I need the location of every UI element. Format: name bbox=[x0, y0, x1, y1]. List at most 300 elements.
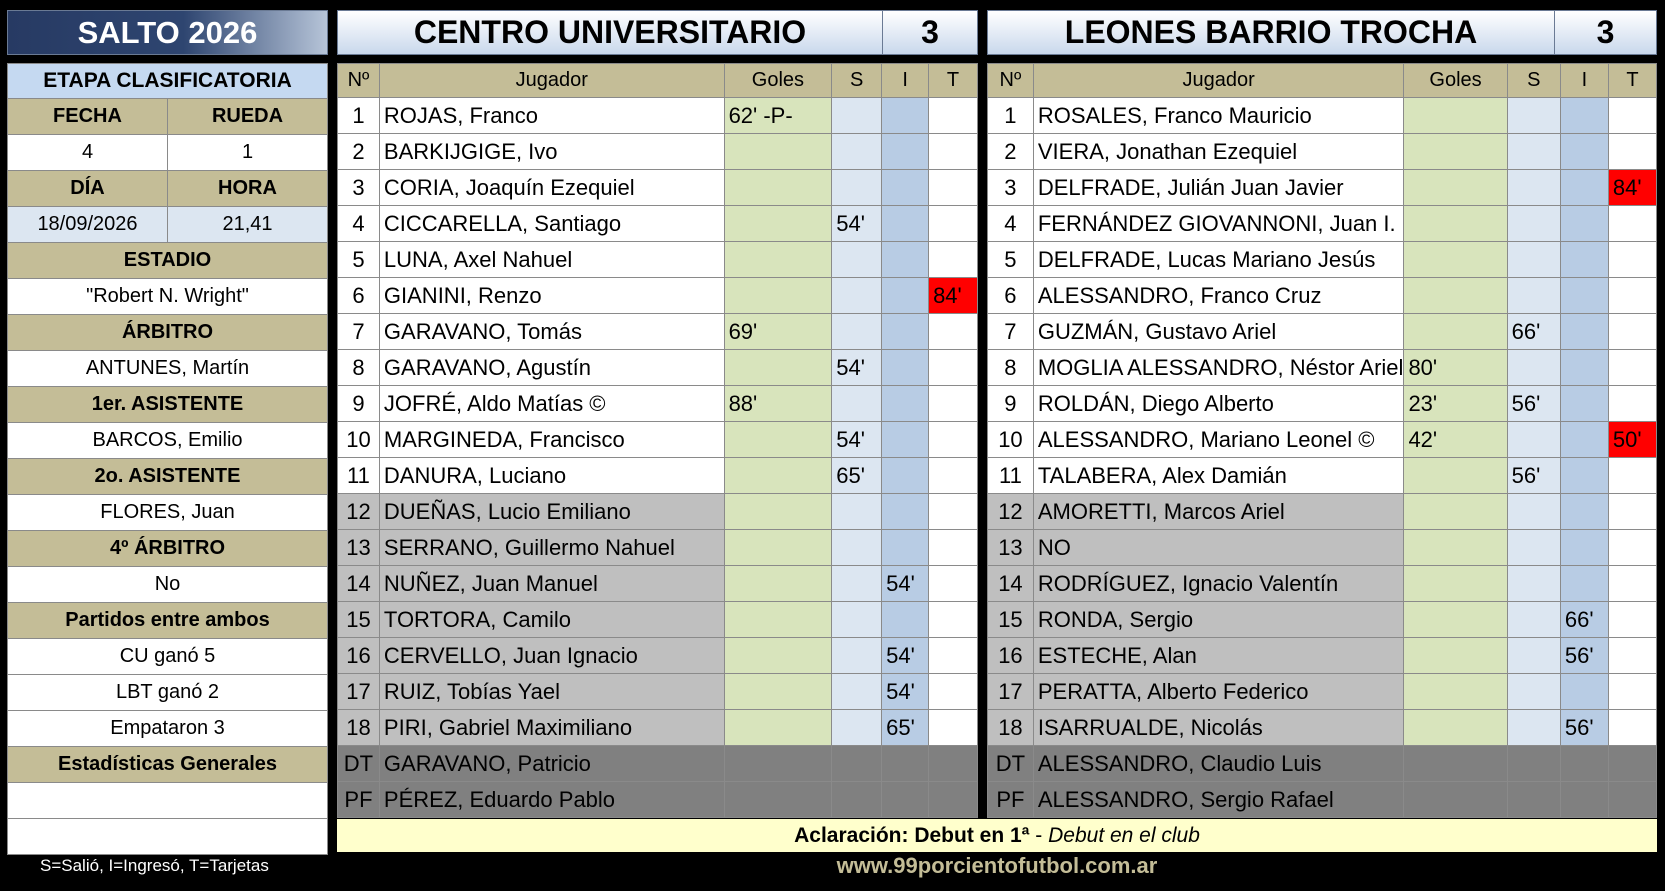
player-cards bbox=[929, 242, 978, 278]
staff-empty-cell bbox=[1404, 782, 1507, 818]
player-goals bbox=[724, 566, 832, 602]
player-goals bbox=[724, 530, 832, 566]
player-cards bbox=[1608, 566, 1656, 602]
player-name: NUÑEZ, Juan Manuel bbox=[379, 566, 724, 602]
player-number: 14 bbox=[988, 566, 1034, 602]
player-cards bbox=[929, 98, 978, 134]
player-cards bbox=[929, 134, 978, 170]
player-cards bbox=[1608, 602, 1656, 638]
player-subbed-in bbox=[1560, 494, 1608, 530]
player-name: VIERA, Jonathan Ezequiel bbox=[1033, 134, 1404, 170]
player-cards bbox=[929, 206, 978, 242]
player-goals bbox=[724, 242, 832, 278]
team1-header bbox=[337, 10, 978, 55]
staff-empty-cell bbox=[832, 746, 882, 782]
player-red-card: 84' bbox=[929, 278, 978, 314]
player-subbed-in bbox=[882, 206, 929, 242]
dia-value: 18/09/2026 bbox=[8, 207, 168, 242]
player-row bbox=[338, 278, 978, 314]
player-goals: 23' bbox=[1404, 386, 1507, 422]
player-number: 11 bbox=[988, 458, 1034, 494]
match-info-panel bbox=[7, 10, 328, 855]
player-row bbox=[338, 98, 978, 134]
dia-hora-header bbox=[7, 171, 328, 207]
staff-empty-cell bbox=[724, 782, 832, 818]
player-row bbox=[338, 638, 978, 674]
player-name: DELFRADE, Lucas Mariano Jesús bbox=[1033, 242, 1404, 278]
player-cards bbox=[1608, 674, 1656, 710]
player-subbed-in bbox=[882, 422, 929, 458]
player-goals bbox=[724, 350, 832, 386]
player-name: BARKIJGIGE, Ivo bbox=[379, 134, 724, 170]
player-subbed-out bbox=[1507, 422, 1560, 458]
player-row bbox=[988, 422, 1657, 458]
player-row bbox=[988, 674, 1657, 710]
player-cards bbox=[929, 674, 978, 710]
player-red-card: 84' bbox=[1608, 170, 1656, 206]
staff-empty-cell bbox=[1404, 746, 1507, 782]
player-row bbox=[338, 710, 978, 746]
player-number: 9 bbox=[338, 386, 380, 422]
asistente1-value: BARCOS, Emilio bbox=[7, 423, 328, 459]
player-subbed-in bbox=[1560, 458, 1608, 494]
player-subbed-in bbox=[882, 134, 929, 170]
player-subbed-out: 65' bbox=[832, 458, 882, 494]
player-cards bbox=[929, 170, 978, 206]
player-name: ROJAS, Franco bbox=[379, 98, 724, 134]
player-row bbox=[988, 278, 1657, 314]
player-subbed-in bbox=[1560, 386, 1608, 422]
website-footer: www.99porcientofutbol.com.ar bbox=[836, 853, 1158, 878]
staff-role: PF bbox=[338, 782, 380, 818]
player-subbed-out bbox=[1507, 98, 1560, 134]
player-cards bbox=[929, 314, 978, 350]
player-subbed-out bbox=[1507, 350, 1560, 386]
player-subbed-in: 54' bbox=[882, 674, 929, 710]
player-row bbox=[338, 242, 978, 278]
staff-empty-cell bbox=[724, 746, 832, 782]
staff-empty-cell bbox=[832, 782, 882, 818]
player-subbed-in bbox=[1560, 98, 1608, 134]
player-name: GARAVANO, Tomás bbox=[379, 314, 724, 350]
estadio-label: ESTADIO bbox=[7, 243, 328, 279]
player-number: 5 bbox=[988, 242, 1034, 278]
player-cards bbox=[929, 494, 978, 530]
player-goals bbox=[1404, 98, 1507, 134]
player-row bbox=[988, 206, 1657, 242]
player-subbed-out: 66' bbox=[1507, 314, 1560, 350]
tournament-title: SALTO 2026 bbox=[7, 10, 328, 55]
player-goals bbox=[1404, 602, 1507, 638]
dia-hora-values bbox=[7, 207, 328, 243]
staff-empty-cell bbox=[1608, 782, 1656, 818]
player-name: GIANINI, Renzo bbox=[379, 278, 724, 314]
player-cards bbox=[1608, 530, 1656, 566]
estadisticas-empty-2 bbox=[7, 819, 328, 855]
player-subbed-out bbox=[1507, 710, 1560, 746]
col-jugador: Jugador bbox=[1033, 64, 1404, 98]
player-row bbox=[338, 674, 978, 710]
player-subbed-in bbox=[882, 350, 929, 386]
player-subbed-out bbox=[832, 566, 882, 602]
staff-empty-cell bbox=[882, 782, 929, 818]
player-subbed-in bbox=[1560, 206, 1608, 242]
player-subbed-in bbox=[1560, 422, 1608, 458]
player-row bbox=[338, 170, 978, 206]
player-goals bbox=[1404, 314, 1507, 350]
player-cards bbox=[929, 638, 978, 674]
player-subbed-in: 56' bbox=[1560, 638, 1608, 674]
player-goals bbox=[724, 638, 832, 674]
player-subbed-in: 66' bbox=[1560, 602, 1608, 638]
player-name: ISARRUALDE, Nicolás bbox=[1033, 710, 1404, 746]
col-tarjetas: T bbox=[1608, 64, 1656, 98]
player-row bbox=[988, 350, 1657, 386]
player-cards bbox=[1608, 710, 1656, 746]
player-subbed-in bbox=[882, 530, 929, 566]
player-subbed-out bbox=[1507, 638, 1560, 674]
staff-role: DT bbox=[988, 746, 1034, 782]
arbitro4-value: No bbox=[7, 567, 328, 603]
player-number: 17 bbox=[338, 674, 380, 710]
player-goals bbox=[724, 674, 832, 710]
player-number: 15 bbox=[338, 602, 380, 638]
fecha-label: FECHA bbox=[8, 99, 168, 134]
staff-empty-cell bbox=[1560, 782, 1608, 818]
player-number: 7 bbox=[988, 314, 1034, 350]
player-row bbox=[988, 314, 1657, 350]
player-goals bbox=[1404, 530, 1507, 566]
player-number: 15 bbox=[988, 602, 1034, 638]
staff-empty-cell bbox=[1560, 746, 1608, 782]
player-subbed-in bbox=[1560, 566, 1608, 602]
player-row bbox=[338, 566, 978, 602]
player-number: 11 bbox=[338, 458, 380, 494]
staff-empty-cell bbox=[1608, 746, 1656, 782]
player-row bbox=[338, 422, 978, 458]
col-ingreso: I bbox=[1560, 64, 1608, 98]
player-goals bbox=[1404, 206, 1507, 242]
historial-item: LBT ganó 2 bbox=[7, 675, 328, 711]
player-name: TALABERA, Alex Damián bbox=[1033, 458, 1404, 494]
player-name: RONDA, Sergio bbox=[1033, 602, 1404, 638]
player-subbed-out bbox=[832, 494, 882, 530]
col-salio: S bbox=[1507, 64, 1560, 98]
player-name: MARGINEDA, Francisco bbox=[379, 422, 724, 458]
player-name: NO bbox=[1033, 530, 1404, 566]
rueda-value: 1 bbox=[241, 141, 254, 163]
player-name: TORTORA, Camilo bbox=[379, 602, 724, 638]
player-row bbox=[988, 242, 1657, 278]
player-number: 1 bbox=[988, 98, 1034, 134]
player-cards bbox=[929, 710, 978, 746]
staff-name: PÉREZ, Eduardo Pablo bbox=[379, 782, 724, 818]
player-cards bbox=[929, 566, 978, 602]
player-row bbox=[988, 638, 1657, 674]
player-number: 9 bbox=[988, 386, 1034, 422]
hora-value: 21,41 bbox=[222, 213, 273, 235]
team1-name: CENTRO UNIVERSITARIO bbox=[338, 11, 883, 54]
player-cards bbox=[929, 386, 978, 422]
player-goals: 80' bbox=[1404, 350, 1507, 386]
player-name: FERNÁNDEZ GIOVANNONI, Juan I. bbox=[1033, 206, 1404, 242]
team1-panel bbox=[337, 10, 978, 818]
player-subbed-out: 54' bbox=[832, 206, 882, 242]
player-row bbox=[338, 386, 978, 422]
player-number: 2 bbox=[988, 134, 1034, 170]
col-salio: S bbox=[832, 64, 882, 98]
table-header-row bbox=[988, 64, 1657, 98]
staff-row bbox=[988, 782, 1657, 818]
col-goles: Goles bbox=[1404, 64, 1507, 98]
player-subbed-out bbox=[832, 242, 882, 278]
player-subbed-in bbox=[882, 314, 929, 350]
player-row bbox=[338, 134, 978, 170]
staff-empty-cell bbox=[929, 782, 978, 818]
player-goals bbox=[1404, 458, 1507, 494]
player-name: LUNA, Axel Nahuel bbox=[379, 242, 724, 278]
player-subbed-out bbox=[832, 638, 882, 674]
abbreviation-legend: S=Salió, I=Ingresó, T=Tarjetas bbox=[40, 856, 269, 875]
player-red-card: 50' bbox=[1608, 422, 1656, 458]
player-goals bbox=[1404, 242, 1507, 278]
player-name: ROLDÁN, Diego Alberto bbox=[1033, 386, 1404, 422]
rueda-label: RUEDA bbox=[211, 105, 284, 127]
player-name: PERATTA, Alberto Federico bbox=[1033, 674, 1404, 710]
player-name: JOFRÉ, Aldo Matías © bbox=[379, 386, 724, 422]
player-goals bbox=[724, 134, 832, 170]
player-subbed-out bbox=[832, 602, 882, 638]
player-number: 4 bbox=[338, 206, 380, 242]
player-subbed-out bbox=[1507, 278, 1560, 314]
player-row bbox=[988, 170, 1657, 206]
estadisticas-empty-1 bbox=[7, 783, 328, 819]
player-subbed-in bbox=[1560, 674, 1608, 710]
player-subbed-in bbox=[882, 278, 929, 314]
player-subbed-in bbox=[882, 602, 929, 638]
col-tarjetas: T bbox=[929, 64, 978, 98]
player-subbed-out bbox=[832, 98, 882, 134]
player-subbed-out: 56' bbox=[1507, 386, 1560, 422]
col-goles: Goles bbox=[724, 64, 832, 98]
player-cards bbox=[929, 350, 978, 386]
player-row bbox=[988, 602, 1657, 638]
player-cards bbox=[929, 458, 978, 494]
col-ingreso: I bbox=[882, 64, 929, 98]
player-goals bbox=[724, 422, 832, 458]
player-subbed-out bbox=[1507, 674, 1560, 710]
player-row bbox=[338, 206, 978, 242]
player-subbed-out bbox=[832, 170, 882, 206]
player-name: GARAVANO, Agustín bbox=[379, 350, 724, 386]
player-subbed-out bbox=[832, 314, 882, 350]
player-number: 13 bbox=[338, 530, 380, 566]
player-subbed-out bbox=[1507, 206, 1560, 242]
staff-role: PF bbox=[988, 782, 1034, 818]
player-number: 18 bbox=[338, 710, 380, 746]
player-subbed-in: 54' bbox=[882, 638, 929, 674]
player-row bbox=[338, 494, 978, 530]
staff-row bbox=[338, 746, 978, 782]
player-name: DANURA, Luciano bbox=[379, 458, 724, 494]
player-goals: 69' bbox=[724, 314, 832, 350]
team2-lineup-table bbox=[987, 63, 1657, 818]
staff-name: ALESSANDRO, Claudio Luis bbox=[1033, 746, 1404, 782]
col-jugador: Jugador bbox=[379, 64, 724, 98]
asistente1-label: 1er. ASISTENTE bbox=[7, 387, 328, 423]
aclaracion-sep: - bbox=[1029, 823, 1049, 847]
player-subbed-out bbox=[1507, 242, 1560, 278]
player-name: AMORETTI, Marcos Ariel bbox=[1033, 494, 1404, 530]
player-subbed-in bbox=[882, 386, 929, 422]
player-subbed-out bbox=[1507, 170, 1560, 206]
player-goals bbox=[1404, 710, 1507, 746]
staff-name: ALESSANDRO, Sergio Rafael bbox=[1033, 782, 1404, 818]
player-name: ESTECHE, Alan bbox=[1033, 638, 1404, 674]
player-number: 7 bbox=[338, 314, 380, 350]
player-subbed-out bbox=[832, 386, 882, 422]
player-subbed-in bbox=[1560, 278, 1608, 314]
player-goals bbox=[724, 206, 832, 242]
player-subbed-in: 65' bbox=[882, 710, 929, 746]
staff-empty-cell bbox=[882, 746, 929, 782]
player-goals: 42' bbox=[1404, 422, 1507, 458]
player-number: 3 bbox=[988, 170, 1034, 206]
arbitro-value: ANTUNES, Martín bbox=[7, 351, 328, 387]
player-subbed-in bbox=[1560, 530, 1608, 566]
player-number: 16 bbox=[988, 638, 1034, 674]
player-name: ALESSANDRO, Franco Cruz bbox=[1033, 278, 1404, 314]
player-number: 4 bbox=[988, 206, 1034, 242]
estadio-value: "Robert N. Wright" bbox=[7, 279, 328, 315]
aclaracion-prefix: Aclaración: Debut en 1ª bbox=[794, 823, 1030, 847]
player-number: 6 bbox=[338, 278, 380, 314]
player-number: 1 bbox=[338, 98, 380, 134]
col-num: Nº bbox=[988, 64, 1034, 98]
player-goals bbox=[1404, 674, 1507, 710]
player-row bbox=[988, 134, 1657, 170]
player-number: 10 bbox=[988, 422, 1034, 458]
player-number: 8 bbox=[988, 350, 1034, 386]
player-subbed-in bbox=[1560, 350, 1608, 386]
player-number: 13 bbox=[988, 530, 1034, 566]
team2-body bbox=[988, 98, 1657, 818]
player-name: DELFRADE, Julián Juan Javier bbox=[1033, 170, 1404, 206]
player-cards bbox=[1608, 494, 1656, 530]
hora-label: HORA bbox=[218, 177, 277, 199]
player-name: GUZMÁN, Gustavo Ariel bbox=[1033, 314, 1404, 350]
fecha-value: 4 bbox=[8, 135, 168, 170]
player-row bbox=[988, 710, 1657, 746]
player-number: 14 bbox=[338, 566, 380, 602]
player-subbed-out bbox=[832, 278, 882, 314]
player-row bbox=[338, 602, 978, 638]
fecha-rueda-values bbox=[7, 135, 328, 171]
player-cards bbox=[1608, 242, 1656, 278]
player-subbed-in bbox=[882, 242, 929, 278]
player-name: CORIA, Joaquín Ezequiel bbox=[379, 170, 724, 206]
player-row bbox=[338, 530, 978, 566]
player-row bbox=[338, 350, 978, 386]
player-subbed-out bbox=[832, 134, 882, 170]
team1-score: 3 bbox=[921, 14, 939, 50]
aclaracion-club: Debut en el club bbox=[1048, 823, 1200, 847]
historial-item: CU ganó 5 bbox=[7, 639, 328, 675]
player-subbed-out bbox=[1507, 530, 1560, 566]
player-cards bbox=[1608, 638, 1656, 674]
player-number: 17 bbox=[988, 674, 1034, 710]
player-cards bbox=[1608, 350, 1656, 386]
player-goals bbox=[1404, 638, 1507, 674]
historial-item: Empataron 3 bbox=[7, 711, 328, 747]
fecha-rueda-header bbox=[7, 99, 328, 135]
dia-label: DÍA bbox=[8, 171, 168, 206]
player-number: 18 bbox=[988, 710, 1034, 746]
player-number: 6 bbox=[988, 278, 1034, 314]
arbitro-label: ÁRBITRO bbox=[7, 315, 328, 351]
asistente2-value: FLORES, Juan bbox=[7, 495, 328, 531]
player-name: RUIZ, Tobías Yael bbox=[379, 674, 724, 710]
player-subbed-out bbox=[1507, 494, 1560, 530]
player-cards bbox=[1608, 134, 1656, 170]
player-goals bbox=[724, 278, 832, 314]
player-subbed-in bbox=[1560, 134, 1608, 170]
player-subbed-in bbox=[1560, 170, 1608, 206]
asistente2-label: 2o. ASISTENTE bbox=[7, 459, 328, 495]
player-name: CICCARELLA, Santiago bbox=[379, 206, 724, 242]
player-name: PIRI, Gabriel Maximiliano bbox=[379, 710, 724, 746]
player-cards bbox=[1608, 458, 1656, 494]
player-cards bbox=[929, 602, 978, 638]
staff-row bbox=[988, 746, 1657, 782]
player-goals bbox=[1404, 566, 1507, 602]
player-row bbox=[338, 458, 978, 494]
staff-empty-cell bbox=[1507, 746, 1560, 782]
aclaracion-note bbox=[337, 819, 1657, 852]
player-subbed-in bbox=[882, 170, 929, 206]
team1-lineup-table bbox=[337, 63, 978, 818]
team2-score: 3 bbox=[1596, 14, 1615, 50]
staff-empty-cell bbox=[929, 746, 978, 782]
etapa-label: ETAPA CLASIFICATORIA bbox=[7, 63, 328, 99]
historial-label: Partidos entre ambos bbox=[7, 603, 328, 639]
player-cards bbox=[1608, 314, 1656, 350]
player-subbed-out bbox=[1507, 134, 1560, 170]
player-row bbox=[338, 314, 978, 350]
player-goals bbox=[1404, 170, 1507, 206]
player-number: 12 bbox=[988, 494, 1034, 530]
player-cards bbox=[929, 422, 978, 458]
staff-row bbox=[338, 782, 978, 818]
staff-name: GARAVANO, Patricio bbox=[379, 746, 724, 782]
player-name: ALESSANDRO, Mariano Leonel © bbox=[1033, 422, 1404, 458]
player-goals: 62' -P- bbox=[724, 98, 832, 134]
player-name: SERRANO, Guillermo Nahuel bbox=[379, 530, 724, 566]
player-subbed-in bbox=[882, 494, 929, 530]
player-row bbox=[988, 386, 1657, 422]
player-goals bbox=[1404, 134, 1507, 170]
player-goals bbox=[724, 602, 832, 638]
player-cards bbox=[1608, 206, 1656, 242]
player-subbed-in bbox=[882, 458, 929, 494]
staff-empty-cell bbox=[1507, 782, 1560, 818]
player-goals: 88' bbox=[724, 386, 832, 422]
player-goals bbox=[724, 458, 832, 494]
player-number: 2 bbox=[338, 134, 380, 170]
player-goals bbox=[1404, 494, 1507, 530]
estadisticas-label: Estadísticas Generales bbox=[7, 747, 328, 783]
player-goals bbox=[724, 494, 832, 530]
